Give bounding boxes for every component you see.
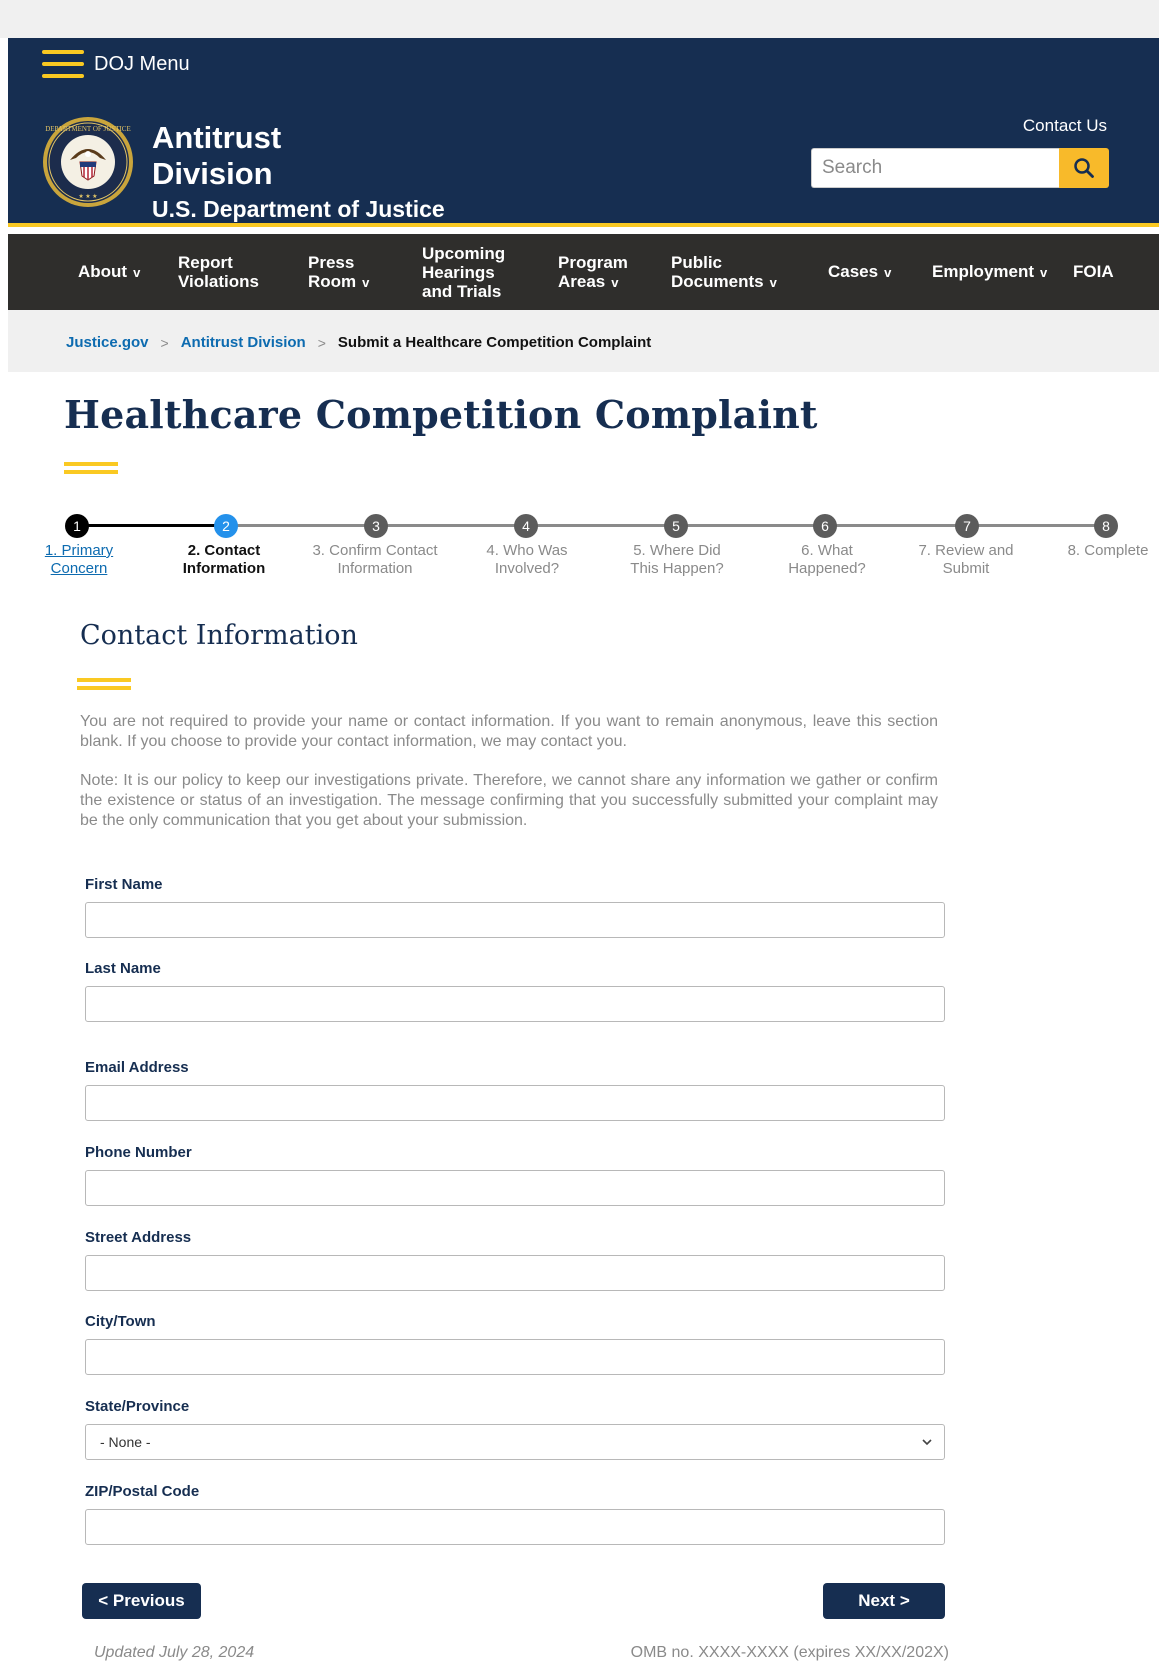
nav-report-violations[interactable]: Report Violations bbox=[178, 253, 259, 291]
breadcrumb-separator: > bbox=[317, 334, 326, 351]
city-input[interactable] bbox=[85, 1339, 945, 1375]
search-input[interactable] bbox=[811, 148, 1059, 188]
omb-number: OMB no. XXXX-XXXX (expires XX/XX/202X) bbox=[630, 1644, 949, 1661]
last-name-input[interactable] bbox=[85, 986, 945, 1022]
breadcrumb-separator: > bbox=[160, 334, 169, 351]
first-name-label: First Name bbox=[85, 876, 163, 893]
step-7-marker: 7 bbox=[955, 514, 979, 538]
right-gutter bbox=[1159, 0, 1167, 1635]
previous-button[interactable]: < Previous bbox=[82, 1583, 201, 1619]
site-title[interactable]: Antitrust Division bbox=[152, 120, 282, 191]
svg-text:★ ★ ★: ★ ★ ★ bbox=[78, 194, 98, 200]
last-name-label: Last Name bbox=[85, 960, 161, 977]
nav-upcoming-hearings[interactable]: Upcoming Hearings and Trials bbox=[422, 244, 506, 301]
nav-program-areas[interactable]: Program Areas v bbox=[558, 253, 628, 291]
step-4-label: 4. Who Was Involved? bbox=[486, 542, 568, 577]
step-5-marker: 5 bbox=[664, 514, 688, 538]
step-6-marker: 6 bbox=[813, 514, 837, 538]
title-underline-decoration bbox=[64, 462, 118, 474]
nav-foia[interactable]: FOIA bbox=[1073, 262, 1114, 281]
street-address-input[interactable] bbox=[85, 1255, 945, 1291]
chevron-down-icon: v bbox=[884, 265, 892, 280]
state-label: State/Province bbox=[85, 1398, 190, 1415]
phone-label: Phone Number bbox=[85, 1144, 192, 1161]
stepper-line-complete bbox=[77, 524, 226, 527]
chevron-down-icon: v bbox=[611, 275, 619, 290]
email-input[interactable] bbox=[85, 1085, 945, 1121]
breadcrumb-current: Submit a Healthcare Competition Complaint bbox=[337, 334, 652, 351]
step-3-marker: 3 bbox=[364, 514, 388, 538]
zip-label: ZIP/Postal Code bbox=[85, 1483, 200, 1500]
step-3-label: 3. Confirm Contact Information bbox=[312, 542, 438, 577]
city-label: City/Town bbox=[85, 1313, 156, 1330]
zip-input[interactable] bbox=[85, 1509, 945, 1545]
intro-anonymity-text: You are not required to provide your name or contact information. If you want to remain anonymous, leave this section blank. If you choose to provide your contact information, we may contact you. bbox=[80, 713, 938, 750]
page-title: Healthcare Competition Complaint bbox=[64, 392, 818, 437]
progress-stepper bbox=[0, 510, 1167, 580]
nav-cases[interactable]: Cases v bbox=[828, 262, 892, 281]
step-1-link[interactable]: 1. Primary Concern bbox=[44, 542, 114, 577]
site-header bbox=[8, 38, 1159, 227]
chevron-down-icon: v bbox=[1040, 265, 1048, 280]
updated-date: Updated July 28, 2024 bbox=[94, 1644, 255, 1661]
step-2-label: 2. Contact Information bbox=[182, 542, 266, 577]
step-8-label: 8. Complete bbox=[1067, 542, 1149, 559]
next-button[interactable]: Next > bbox=[823, 1583, 945, 1619]
brand bbox=[152, 120, 445, 223]
breadcrumb-bar bbox=[8, 310, 1159, 372]
breadcrumb-antitrust-division[interactable]: Antitrust Division bbox=[180, 334, 306, 351]
chevron-down-icon: v bbox=[133, 265, 141, 280]
nav-public-documents[interactable]: Public Documents v bbox=[671, 253, 777, 291]
main-nav bbox=[8, 234, 1159, 310]
state-select[interactable] bbox=[85, 1424, 945, 1460]
first-name-input[interactable] bbox=[85, 902, 945, 938]
step-8-marker: 8 bbox=[1094, 514, 1118, 538]
search-icon bbox=[1073, 157, 1095, 179]
step-1-marker: 1 bbox=[65, 514, 89, 538]
nav-press-room[interactable]: Press Room v bbox=[308, 253, 370, 291]
svg-text:DEPARTMENT OF JUSTICE: DEPARTMENT OF JUSTICE bbox=[45, 125, 131, 133]
top-strip bbox=[0, 0, 1167, 38]
chevron-down-icon bbox=[920, 1435, 934, 1449]
breadcrumb-justice-gov[interactable]: Justice.gov bbox=[66, 334, 149, 351]
nav-about[interactable]: About v bbox=[78, 262, 141, 281]
state-selected-value: - None - bbox=[100, 1434, 151, 1450]
intro-privacy-note: Note: It is our policy to keep our investigations private. Therefore, we cannot share any information we gather or confirm the existence or status of an investigation. The message confirming that you successfully submitted your complaint may be the only communication that you get about your submission. bbox=[80, 772, 938, 829]
doj-menu-button[interactable] bbox=[42, 50, 190, 78]
step-7-label: 7. Review and Submit bbox=[918, 542, 1014, 577]
step-5-label: 5. Where Did This Happen? bbox=[630, 542, 724, 577]
chevron-down-icon: v bbox=[362, 275, 370, 290]
section-title: Contact Information bbox=[80, 620, 358, 651]
search-box bbox=[811, 148, 1109, 188]
doj-seal-logo[interactable] bbox=[42, 116, 134, 208]
step-4-marker: 4 bbox=[514, 514, 538, 538]
phone-input[interactable] bbox=[85, 1170, 945, 1206]
hamburger-icon bbox=[42, 50, 84, 78]
contact-us-link[interactable]: Contact Us bbox=[1022, 116, 1107, 135]
email-label: Email Address bbox=[85, 1059, 189, 1076]
section-underline-decoration bbox=[77, 678, 131, 690]
nav-employment[interactable]: Employment v bbox=[932, 262, 1048, 281]
street-address-label: Street Address bbox=[85, 1229, 192, 1246]
site-subtitle: U.S. Department of Justice bbox=[152, 196, 445, 222]
chevron-down-icon: v bbox=[769, 275, 777, 290]
search-button[interactable] bbox=[1059, 148, 1109, 188]
doj-menu-label: DOJ Menu bbox=[94, 52, 190, 75]
breadcrumb bbox=[66, 334, 651, 351]
step-6-label: 6. What Happened? bbox=[788, 542, 866, 577]
step-2-marker: 2 bbox=[214, 514, 238, 538]
